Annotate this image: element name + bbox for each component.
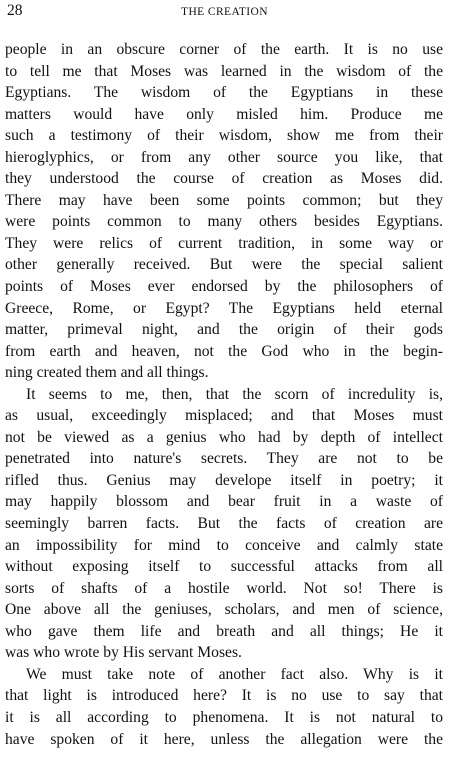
text-line: they understood the course of creation as Moses did. bbox=[5, 170, 443, 188]
text-line: have spoken of it here, unless the allegation were the bbox=[5, 730, 443, 748]
text-line: hieroglyphics, or from any other source you like, that bbox=[5, 148, 443, 166]
text-line: Egyptians. The wisdom of the Egyptians in these bbox=[5, 84, 443, 102]
text-line: without exposing itself to successful attacks from all bbox=[5, 558, 443, 576]
text-line: One above all the geniuses, scholars, and men of science, bbox=[5, 601, 443, 619]
text-line: it is all according to phenomena. It is not natural to bbox=[5, 708, 443, 726]
text-line: other generally received. But were the special salient bbox=[5, 256, 443, 274]
page-number: 28 bbox=[7, 2, 23, 19]
text-line: rifled thus. Genius may develope itself in poetry; it bbox=[5, 471, 443, 489]
text-line: was who wrote by His servant Moses. bbox=[5, 644, 242, 662]
text-line: from earth and heaven, not the God who in the begin- bbox=[5, 342, 443, 360]
text-line: that light is introduced here? It is no use to say that bbox=[5, 687, 443, 705]
text-line: There may have been some points common; but they bbox=[5, 191, 443, 209]
text-line: points of Moses ever endorsed by the philosophers of bbox=[5, 278, 443, 296]
text-line: They were relics of current tradition, in some way or bbox=[5, 234, 443, 252]
text-line: as usual, exceedingly misplaced; and that Moses must bbox=[5, 407, 443, 425]
text-line: Greece, Rome, or Egypt? The Egyptians held eternal bbox=[5, 299, 443, 317]
text-line: matter, primeval night, and the origin of their gods bbox=[5, 321, 443, 339]
text-line: who gave them life and breath and all things; He it bbox=[5, 622, 443, 640]
text-line: It seems to me, then, that the scorn of incredulity is, bbox=[26, 385, 443, 403]
text-line: an impossibility for mind to conceive and calmly state bbox=[5, 536, 443, 554]
text-line: penetrated into nature's secrets. They are not to be bbox=[5, 450, 443, 468]
text-line: ning created them and all things. bbox=[5, 364, 209, 382]
text-line: seemingly barren facts. But the facts of creation are bbox=[5, 515, 443, 533]
text-line: sorts of shafts of a hostile world. Not so! There is bbox=[5, 579, 443, 597]
text-line: may happily blossom and bear fruit in a waste of bbox=[5, 493, 443, 511]
text-line: not be viewed as a genius who had by depth of intellect bbox=[5, 428, 443, 446]
page-header bbox=[5, 0, 444, 22]
text-line: to tell me that Moses was learned in the wisdom of the bbox=[5, 62, 443, 80]
running-title: THE CREATION bbox=[181, 6, 268, 18]
text-line: people in an obscure corner of the earth. It is no use bbox=[5, 41, 443, 58]
text-line: We must take note of another fact also. Why is it bbox=[26, 665, 443, 683]
text-line: were points common to many others besides Egyptians. bbox=[5, 213, 443, 231]
body-text bbox=[5, 39, 443, 750]
text-line: such a testimony of their wisdom, show me from their bbox=[5, 127, 443, 145]
text-line: matters would have only misled him. Produce me bbox=[5, 105, 443, 123]
